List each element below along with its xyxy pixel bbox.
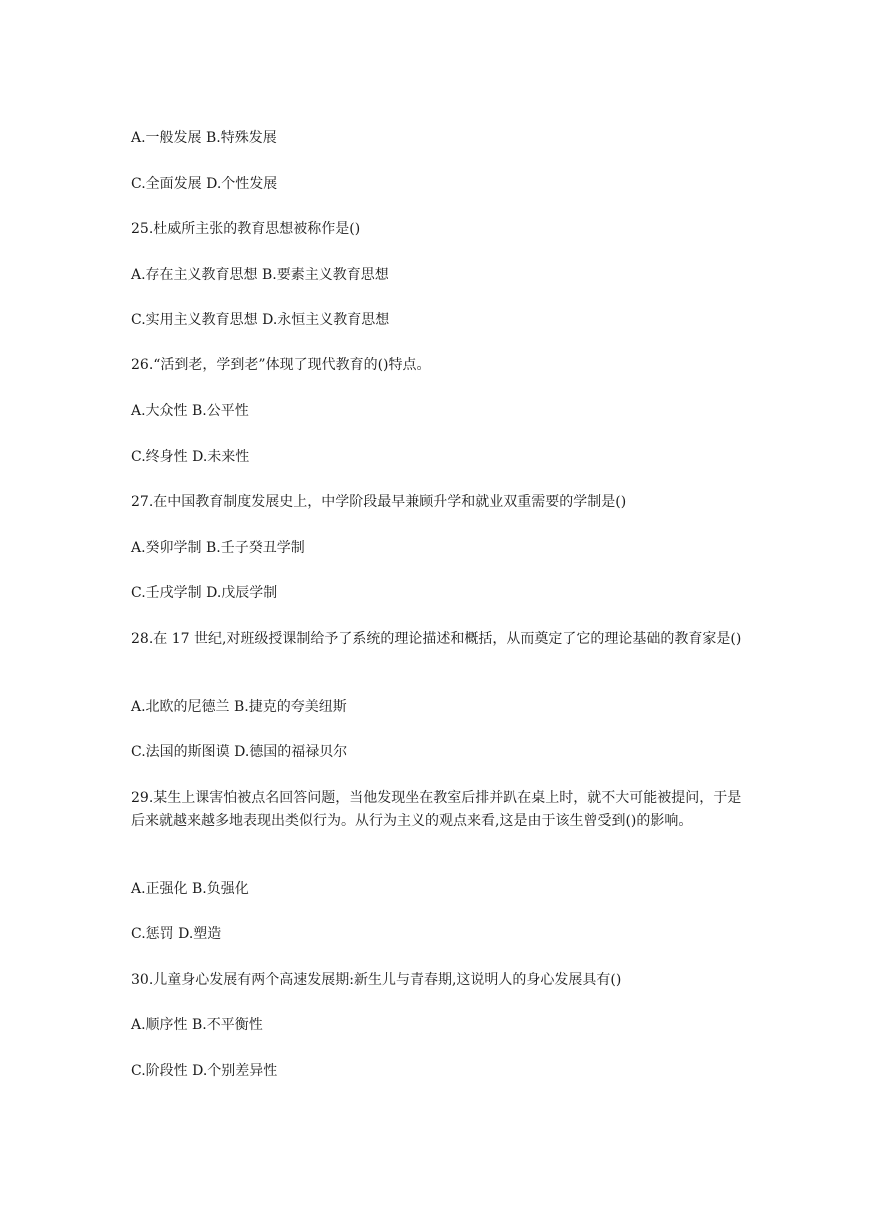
option-line: C.全面发展 D.个性发展: [131, 176, 278, 192]
option-line: A.大众性 B.公平性: [131, 403, 249, 419]
option-line: A.正强化 B.负强化: [131, 881, 249, 897]
question-28: 28.在 17 世纪,对班级授课制给予了系统的理论描述和概括，从而奠定了它的理论基础的教育家是(): [131, 631, 742, 647]
question-27: 27.在中国教育制度发展史上，中学阶段最早兼顾升学和就业双重需要的学制是(): [131, 494, 627, 510]
question-29: 29.某生上课害怕被点名回答问题，当他发现坐在教室后排并趴在桌上时，就不大可能被提问，于是后来就越来越多地表现出类似行为。从行为主义的观点来看,这是由于该生曾受到()的影响。: [131, 790, 742, 829]
option-line: A.存在主义教育思想 B.要素主义教育思想: [131, 267, 389, 283]
option-line: C.惩罚 D.塑造: [131, 926, 222, 942]
option-line: A.一般发展 B.特殊发展: [131, 130, 277, 146]
question-26: 26.“活到老，学到老”体现了现代教育的()特点。: [131, 357, 431, 373]
option-line: C.阶段性 D.个别差异性: [131, 1063, 278, 1079]
question-30: 30.儿童身心发展有两个高速发展期:新生儿与青春期,这说明人的身心发展具有(): [131, 972, 622, 988]
question-25: 25.杜威所主张的教育思想被称作是(): [131, 221, 361, 237]
option-line: A.顺序性 B.不平衡性: [131, 1017, 263, 1033]
option-line: C.壬戌学制 D.戊辰学制: [131, 585, 278, 601]
option-line: A.癸卯学制 B.壬子癸丑学制: [131, 540, 305, 556]
option-line: C.法国的斯图谟 D.德国的福禄贝尔: [131, 744, 348, 760]
option-line: A.北欧的尼德兰 B.捷克的夸美纽斯: [131, 699, 347, 715]
option-line: C.终身性 D.未来性: [131, 449, 250, 465]
option-line: C.实用主义教育思想 D.永恒主义教育思想: [131, 312, 390, 328]
